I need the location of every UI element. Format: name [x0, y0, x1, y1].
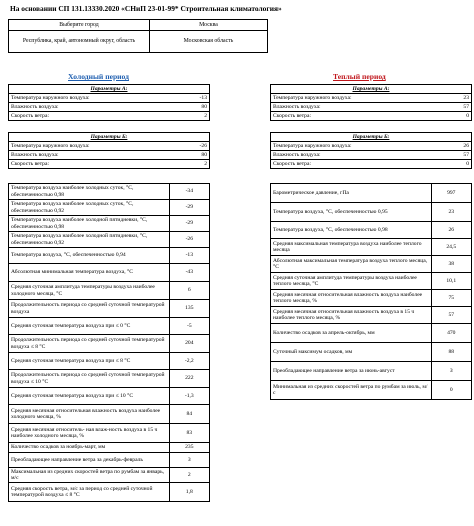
- page-title: На основании СП 131.13330.2020 «СНиП 23-01-99* Строительная климатология»: [10, 4, 282, 13]
- climate-parameter-value: 222: [169, 370, 209, 388]
- table-row: [271, 307, 472, 324]
- table-row: [9, 248, 210, 264]
- climate-parameter-label: Температура воздуха наиболее холодных суток, °С, обеспеченностью 0,98: [9, 184, 170, 200]
- param-row: [271, 151, 472, 160]
- climate-parameter-value: 88: [431, 343, 471, 362]
- climate-parameter-value: 84: [169, 405, 209, 424]
- table-row: [271, 184, 472, 203]
- param-value: 80: [165, 151, 210, 160]
- climate-parameter-label: Средняя месячная относитель- ная влаж-ность воздуха в 15 ч наиболее холодного месяца, %: [9, 424, 170, 443]
- climate-parameter-label: Продолжительность периода со средней суточной температурой воздуха ≤ 10 °С: [9, 370, 170, 388]
- climate-parameter-label: Средняя суточная амплитуда температуры воздуха наиболее холодного месяца, °С: [9, 282, 170, 300]
- climate-parameter-value: -1,3: [169, 388, 209, 405]
- param-row: [9, 151, 210, 160]
- param-row: [9, 94, 210, 103]
- table-row: [271, 222, 472, 239]
- city-value[interactable]: Москва: [150, 20, 268, 31]
- table-row: [9, 370, 210, 388]
- param-value: -26: [165, 142, 210, 151]
- params-header: Параметры Б:: [271, 133, 472, 142]
- warm-params-b-table: [270, 132, 472, 169]
- param-row: [271, 142, 472, 151]
- param-value: 57: [427, 103, 472, 112]
- climate-parameter-value: 1,8: [169, 483, 209, 502]
- param-label: Скорость ветра:: [9, 160, 166, 169]
- table-row: [271, 239, 472, 256]
- param-label: Температура наружного воздуха:: [9, 142, 166, 151]
- param-value: -13: [165, 94, 210, 103]
- climate-parameter-label: Максимальная из средних скоростей ветра по румбам за январь, м/с: [9, 468, 170, 483]
- table-row: [9, 318, 210, 335]
- param-row: [271, 112, 472, 121]
- climate-parameter-label: Температура воздуха, °С, обеспеченностью 0,94: [9, 248, 170, 264]
- table-row: [9, 184, 210, 200]
- table-row: [9, 405, 210, 424]
- param-row: [271, 103, 472, 112]
- climate-parameter-label: Суточный максимум осадков, мм: [271, 343, 432, 362]
- table-row: [9, 353, 210, 370]
- param-label: Влажность воздуха:: [271, 103, 428, 112]
- param-value: 57: [427, 151, 472, 160]
- climate-parameter-label: Минимальная из средних скоростей ветра по румбам за июль, м/с: [271, 381, 432, 400]
- param-label: Температура наружного воздуха:: [9, 94, 166, 103]
- city-selection-table: [8, 19, 268, 53]
- climate-parameter-value: 470: [431, 324, 471, 343]
- warm-climate-table: [270, 183, 472, 400]
- param-label: Скорость ветра:: [9, 112, 166, 121]
- param-value: 2: [165, 112, 210, 121]
- table-row: [9, 232, 210, 248]
- climate-parameter-label: Количество осадков за ноябрь-март, мм: [9, 443, 170, 453]
- climate-parameter-label: Средняя скорость ветра, м/с за период со средней суточной температурой воздуха ≤ 8 °С: [9, 483, 170, 502]
- param-value: 2: [165, 160, 210, 169]
- climate-parameter-label: Средняя суточная температура воздуха при ≤ 8 °С: [9, 353, 170, 370]
- param-value: 0: [427, 160, 472, 169]
- climate-parameter-label: Температура воздуха наиболее холодной пятидневки, °С, обеспеченностью 0,98: [9, 216, 170, 232]
- climate-parameter-label: Абсолютная максимальная температура воздуха теплого месяца, °С: [271, 256, 432, 273]
- climate-parameter-label: Температура воздуха, °С, обеспеченностью 0,95: [271, 203, 432, 222]
- table-row: [271, 381, 472, 400]
- climate-parameter-label: Продолжительность периода со средней суточной температурой воздуха: [9, 300, 170, 318]
- cold-params-a-table: [8, 84, 210, 121]
- param-value: 80: [165, 103, 210, 112]
- climate-parameter-value: -43: [169, 264, 209, 282]
- climate-parameter-value: -29: [169, 216, 209, 232]
- table-row: [9, 483, 210, 502]
- climate-parameter-value: 26: [431, 222, 471, 239]
- climate-parameter-value: 0: [431, 381, 471, 400]
- climate-parameter-label: Барометрическое давление, гПа: [271, 184, 432, 203]
- cold-period-title: Холодный период: [68, 72, 129, 81]
- table-row: [9, 424, 210, 443]
- climate-parameter-value: 135: [169, 300, 209, 318]
- param-label: Скорость ветра:: [271, 160, 428, 169]
- climate-parameter-value: -29: [169, 200, 209, 216]
- param-label: Температура наружного воздуха:: [271, 94, 428, 103]
- region-label: Республика, край, автономный округ, область: [9, 31, 150, 53]
- climate-parameter-value: 10,1: [431, 273, 471, 290]
- region-value: Московская область: [150, 31, 268, 53]
- table-row: [9, 264, 210, 282]
- table-row: [271, 362, 472, 381]
- climate-parameter-value: З: [169, 453, 209, 468]
- table-row: [9, 200, 210, 216]
- cold-params-b-table: [8, 132, 210, 169]
- select-city-label: Выберите город: [9, 20, 150, 31]
- table-row: [9, 335, 210, 353]
- table-row: [271, 203, 472, 222]
- table-row: [9, 468, 210, 483]
- warm-params-a-table: [270, 84, 472, 121]
- climate-parameter-value: -34: [169, 184, 209, 200]
- climate-parameter-value: 75: [431, 290, 471, 307]
- climate-parameter-label: Средняя суточная амплитуда температуры воздуха наиболее теплого месяца, °С: [271, 273, 432, 290]
- climate-parameter-value: 38: [431, 256, 471, 273]
- climate-parameter-label: Средняя максимальная температура воздуха наиболее теплого месяца: [271, 239, 432, 256]
- climate-parameter-label: Температура воздуха наиболее холодных суток, °С, обеспеченностью 0,92: [9, 200, 170, 216]
- climate-parameter-value: 83: [169, 424, 209, 443]
- table-row: [9, 443, 210, 453]
- climate-parameter-value: 6: [169, 282, 209, 300]
- climate-parameter-label: Температура воздуха наиболее холодной пятидневки, °С, обеспеченностью 0,92: [9, 232, 170, 248]
- climate-parameter-value: -2,2: [169, 353, 209, 370]
- param-label: Скорость ветра:: [271, 112, 428, 121]
- table-row: [9, 453, 210, 468]
- param-row: [9, 112, 210, 121]
- param-value: 23: [427, 94, 472, 103]
- climate-parameter-value: 2: [169, 468, 209, 483]
- climate-parameter-value: 23: [431, 203, 471, 222]
- climate-parameter-label: Средняя суточная температура воздуха при ≤ 0 °С: [9, 318, 170, 335]
- climate-parameter-label: Продолжительность периода со средней суточной температурой воздуха ≤ 8 °С: [9, 335, 170, 353]
- params-header: Параметры А:: [271, 85, 472, 94]
- table-row: [271, 324, 472, 343]
- climate-parameter-label: Преобладающее направление ветра за июнь-август: [271, 362, 432, 381]
- table-row: [271, 290, 472, 307]
- climate-parameter-value: 997: [431, 184, 471, 203]
- climate-parameter-label: Преобладающее направление ветра за декабрь-февраль: [9, 453, 170, 468]
- climate-parameter-value: -5: [169, 318, 209, 335]
- params-header: Параметры А:: [9, 85, 210, 94]
- param-label: Влажность воздуха:: [9, 103, 166, 112]
- table-row: [271, 256, 472, 273]
- param-value: 0: [427, 112, 472, 121]
- table-row: [9, 216, 210, 232]
- climate-parameter-value: 24,5: [431, 239, 471, 256]
- climate-parameter-label: Средняя суточная температура воздуха при ≤ 10 °С: [9, 388, 170, 405]
- table-row: [271, 343, 472, 362]
- table-row: [9, 282, 210, 300]
- climate-parameter-label: Температура воздуха, °С, обеспеченностью 0,98: [271, 222, 432, 239]
- param-row: [271, 160, 472, 169]
- climate-parameter-value: 235: [169, 443, 209, 453]
- climate-parameter-value: -26: [169, 232, 209, 248]
- param-row: [9, 142, 210, 151]
- climate-parameter-label: Средняя месячная относительная влажность воздуха наиболее холодного месяца, %: [9, 405, 170, 424]
- climate-parameter-label: Средняя месячная относительная влажность воздуха в 15 ч наиболее теплого месяца, %: [271, 307, 432, 324]
- climate-parameter-value: -13: [169, 248, 209, 264]
- table-row: [9, 300, 210, 318]
- climate-parameter-label: Средняя месячная относительная влажность воздуха наиболее теплого месяца, %: [271, 290, 432, 307]
- cold-climate-table: [8, 183, 210, 502]
- warm-period-title: Теплый период: [333, 72, 386, 81]
- climate-parameter-label: Абсолютная минимальная температура воздуха, °С: [9, 264, 170, 282]
- param-row: [9, 160, 210, 169]
- climate-parameter-value: 57: [431, 307, 471, 324]
- table-row: [9, 388, 210, 405]
- table-row: [271, 273, 472, 290]
- param-label: Влажность воздуха:: [9, 151, 166, 160]
- climate-parameter-label: Количество осадков за апрель-октябрь, мм: [271, 324, 432, 343]
- params-header: Параметры Б:: [9, 133, 210, 142]
- param-label: Температура наружного воздуха:: [271, 142, 428, 151]
- climate-parameter-value: З: [431, 362, 471, 381]
- param-row: [9, 103, 210, 112]
- climate-parameter-value: 204: [169, 335, 209, 353]
- param-value: 26: [427, 142, 472, 151]
- param-label: Влажность воздуха:: [271, 151, 428, 160]
- param-row: [271, 94, 472, 103]
